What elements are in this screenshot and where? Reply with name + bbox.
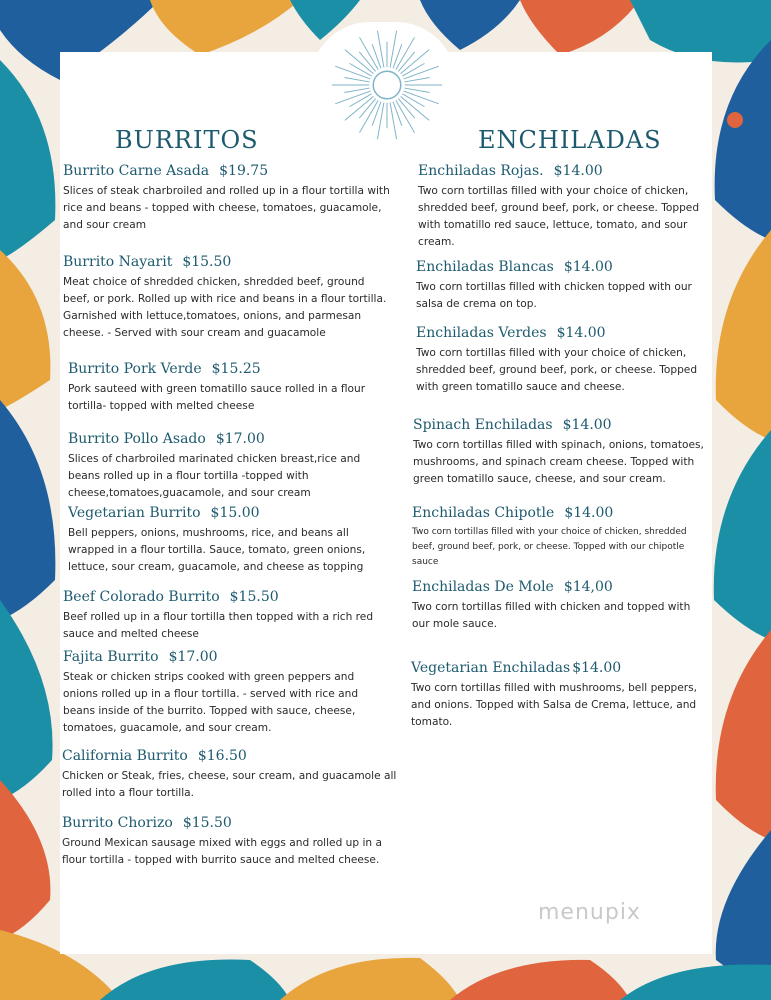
item-name: California Burrito — [62, 748, 188, 764]
item-price: $14,00 — [563, 579, 613, 595]
item-price: $14.00 — [563, 259, 613, 275]
sun-ray — [393, 44, 402, 68]
item-description: Two corn tortillas filled with chicken and topped with our mole sauce. — [412, 601, 691, 630]
item-description: Meat choice of shredded chicken, shredded beef, ground beef, or pork. Rolled up with rice and beans in a flour tortilla. Garnished with lettuce,tomatoes, onions, and parmesan cheese. - Served with sour cream and guacamole — [63, 276, 387, 339]
sun-ray — [404, 88, 429, 92]
menu-item — [411, 659, 709, 731]
menu-item — [63, 253, 393, 342]
item-name: Burrito Chorizo — [62, 815, 173, 831]
item-name: Enchiladas De Mole — [412, 579, 554, 595]
item-price: $15.25 — [211, 361, 261, 377]
item-name: Burrito Nayarit — [63, 254, 173, 270]
menu-item — [62, 747, 397, 802]
item-description: Bell peppers, onions, mushrooms, rice, and beans all wrapped in a flour tortilla. Sauce, tomato, green onions, lettuce, sour cream, guacamole, and cheese as topping — [68, 527, 366, 573]
sun-ray — [393, 102, 402, 126]
enchiladas-title: ENCHILADAS — [478, 126, 662, 154]
item-name: Burrito Carne Asada — [63, 163, 210, 179]
sun-ray — [344, 88, 369, 92]
item-name: Enchiladas Chipotle — [412, 505, 555, 521]
watermark: menupix — [538, 900, 641, 925]
item-description: Two corn tortillas filled with your choice of chicken, shredded beef, ground beef, pork, or cheese. Topped with green tomatillo sauce and cheese. — [416, 347, 698, 393]
menu-item — [68, 430, 388, 502]
item-price: $19.75 — [219, 163, 269, 179]
item-description: Two corn tortillas filled with your choice of chicken, shredded beef, ground beef, pork, or cheese. Topped with our chipotle sauce — [412, 527, 687, 567]
item-price: $15.50 — [182, 815, 232, 831]
menu-item — [418, 162, 708, 251]
menu-item — [63, 588, 388, 643]
item-description: Pork sauteed with green tomatillo sauce rolled in a flour tortilla- topped with melted cheese — [68, 383, 366, 412]
item-description: Chicken or Steak, fries, cheese, sour cream, and guacamole all rolled into a flour tortilla. — [62, 770, 397, 799]
item-price: $17.00 — [168, 649, 218, 665]
item-description: Ground Mexican sausage mixed with eggs and rolled up in a flour tortilla - topped with burrito sauce and melted cheese. — [62, 837, 382, 866]
item-price: $14.00 — [562, 417, 612, 433]
menu-item — [63, 162, 393, 234]
menu-item — [412, 578, 710, 633]
menu-item — [416, 258, 708, 313]
item-name: Enchiladas Blancas — [416, 259, 554, 275]
menu-item — [63, 648, 383, 737]
item-description: Two corn tortillas filled with chicken topped with our salsa de crema on top. — [416, 281, 692, 310]
item-description: Steak or chicken strips cooked with green peppers and onions rolled up in a flour tortilla. - served with rice and beans inside of the burrito. Topped with sauce, cheese, tomatoes, guacamole, and sour cream. — [63, 671, 359, 734]
sun-ray — [344, 77, 369, 81]
menu-item — [62, 814, 397, 869]
item-name: Fajita Burrito — [63, 649, 159, 665]
sun-ray — [404, 77, 429, 81]
item-description: Two corn tortillas filled with mushrooms, bell peppers, and onions. Topped with Salsa de Crema, lettuce, and tomato. — [411, 682, 698, 728]
item-price: $17.00 — [215, 431, 265, 447]
item-name: Enchiladas Verdes — [416, 325, 547, 341]
item-description: Beef rolled up in a flour tortilla then topped with a rich red sauce and melted cheese — [63, 611, 374, 640]
item-description: Two corn tortillas filled with spinach, onions, tomatoes, mushrooms, and spinach cream cheese. Topped with green tomatillo sauce, cheese, and sour cream. — [413, 439, 704, 485]
item-name: Burrito Pork Verde — [68, 361, 202, 377]
item-name: Burrito Pollo Asado — [68, 431, 206, 447]
item-price: $16.50 — [197, 748, 247, 764]
item-price: $14.00 — [556, 325, 606, 341]
item-name: Vegetarian Enchiladas — [411, 660, 571, 676]
item-description: Slices of steak charbroiled and rolled up in a flour tortilla with rice and beans - topped with cheese, tomatoes, guacamole, and sour cream — [63, 185, 390, 231]
item-description: Two corn tortillas filled with your choice of chicken, shredded beef, ground beef, pork, or cheese. Topped with tomatillo red sauce, lettuce, tomato, and sour cream. — [418, 185, 700, 248]
item-name: Beef Colorado Burrito — [63, 589, 220, 605]
item-description: Slices of charbroiled marinated chicken breast,rice and beans rolled up in a flour tortilla -topped with cheese,tomatoes,guacamole, and sour cream — [68, 453, 361, 499]
menu-item — [416, 324, 708, 396]
sun-ray — [372, 44, 381, 68]
item-price: $15.50 — [182, 254, 232, 270]
item-price: $14.00 — [564, 505, 614, 521]
menu-item — [68, 504, 388, 576]
item-price: $15.00 — [210, 505, 260, 521]
item-price: $14.00 — [553, 163, 603, 179]
item-name: Vegetarian Burrito — [68, 505, 201, 521]
item-name: Spinach Enchiladas — [413, 417, 553, 433]
burritos-title: BURRITOS — [115, 126, 259, 154]
menu-item — [413, 416, 711, 488]
menu-item — [68, 360, 388, 415]
item-name: Enchiladas Rojas. — [418, 163, 544, 179]
menu-item — [412, 504, 710, 570]
item-price: $15.50 — [229, 589, 279, 605]
item-price: $14.00 — [572, 660, 622, 676]
sun-ray — [372, 102, 381, 126]
sunburst-icon — [328, 26, 446, 144]
